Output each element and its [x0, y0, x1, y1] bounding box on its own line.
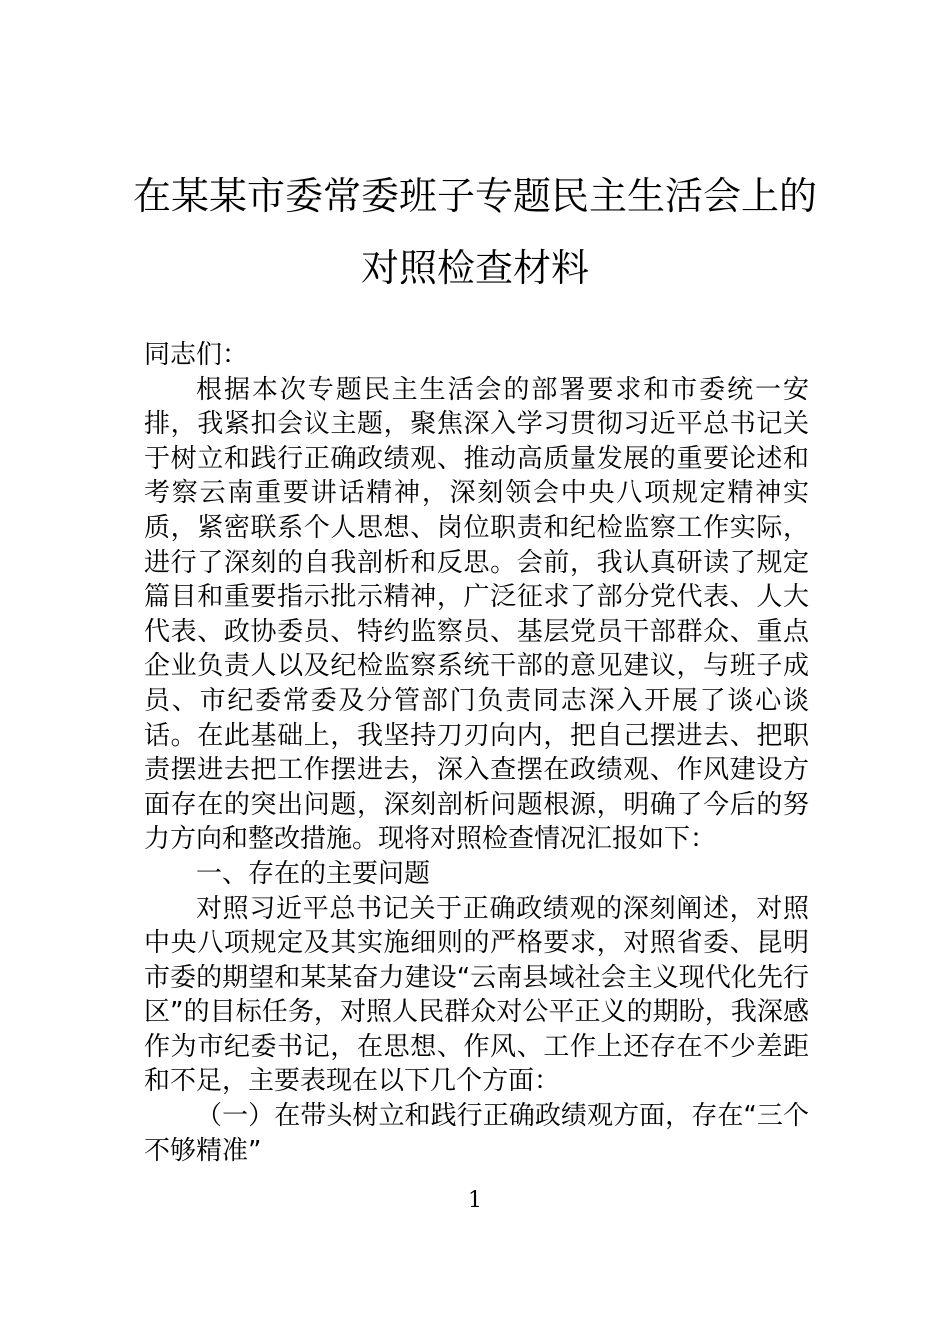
paragraph-problems-overview: 对照习近平总书记关于正确政绩观的深刻阐述，对照中央八项规定及其实施细则的严格要求，对照省委、昆明市委的期望和某某奋力建设“云南县域社会主义现代化先行区”的目标任务，对照人民群众对公平正义的期盼，我深感作为市纪委书记，在思想、作风、工作上还存在不少差距和不足，主要表现在以下几个方面： — [144, 893, 809, 1097]
page-number: 1 — [468, 1188, 482, 1213]
paragraph-intro: 根据本次专题民主生活会的部署要求和市委统一安排，我紧扣会议主题，聚焦深入学习贯彻习近平总书记关于树立和践行正确政绩观、推动高质量发展的重要论述和考察云南重要讲话精神，深刻领会中央八项规定精神实质，紧密联系个人思想、岗位职责和纪检监察工作实际，进行了深刻的自我剖析和反思。会前，我认真研读了规定篇目和重要指示批示精神，广泛征求了部分党代表、人大代表、政协委员、特约监察员、基层党员干部群众、重点企业负责人以及纪检监察系统干部的意见建议，与班子成员、市纪委常委及分管部门负责同志深入开展了谈心谈话。在此基础上，我坚持刀刃向内，把自己摆进去、把职责摆进去把工作摆进去，深入查摆在政绩观、作风建设方面存在的突出问题，深刻剖析问题根源，明确了今后的努力方向和整改措施。现将对照检查情况汇报如下： — [144, 374, 809, 855]
document-title-line-1: 在某某市委常委班子专题民主生活会上的 — [132, 174, 817, 218]
document-title-line-2: 对照检查材料 — [360, 246, 589, 290]
subsection-heading-1: （一）在带头树立和践行正确政绩观方面，存在“三个不够精准” — [144, 1101, 809, 1166]
document-body — [144, 338, 809, 1168]
section-heading-main-problems: 一、存在的主要问题 — [196, 858, 431, 889]
salutation: 同志们： — [144, 340, 249, 370]
